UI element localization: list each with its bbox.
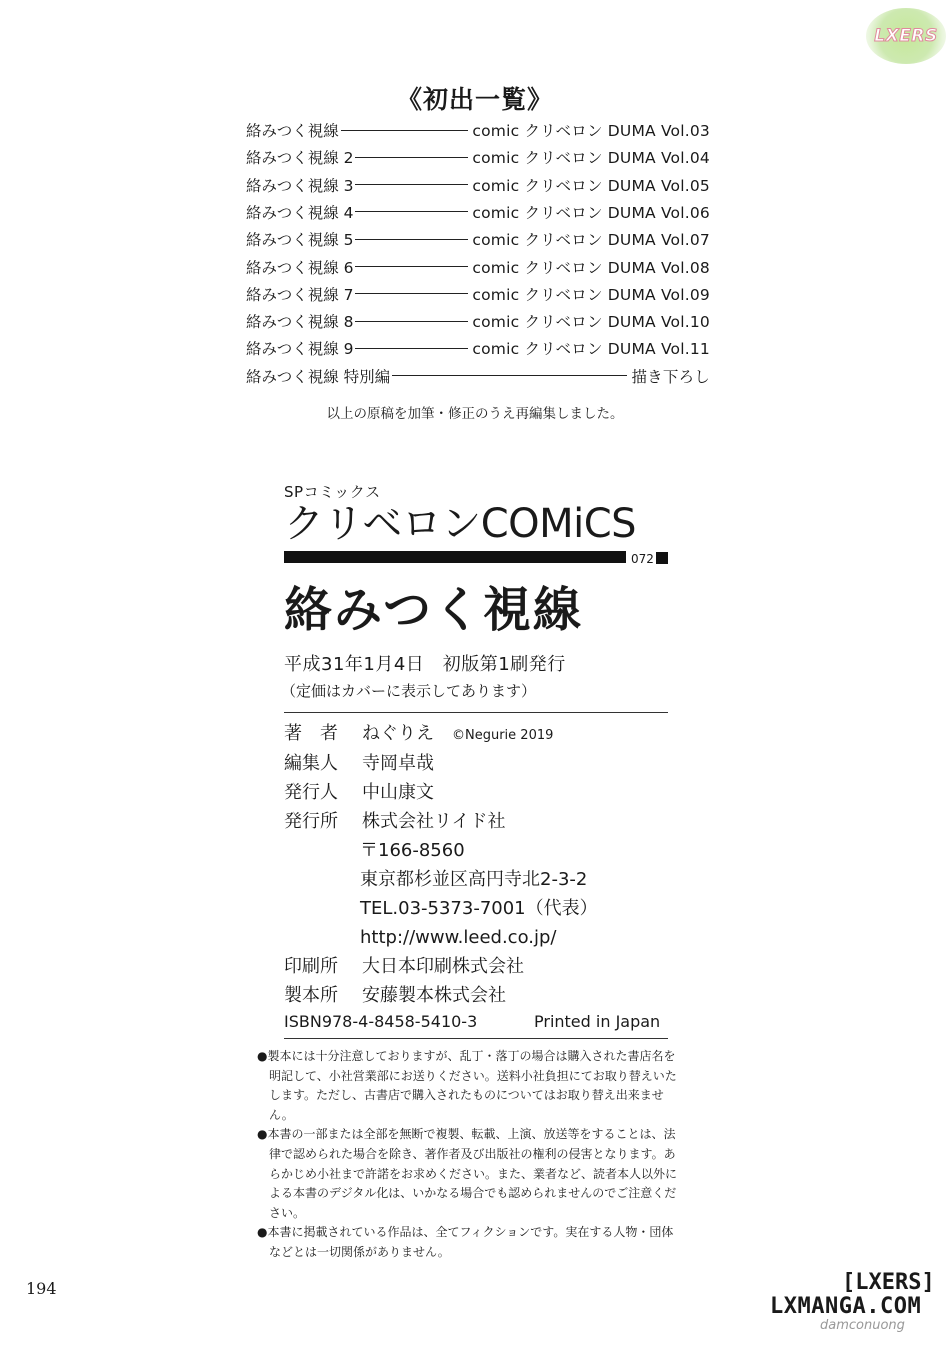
notice-fiction: ●本書に掲載されている作品は、全てフィクションです。実在する人物・団体などとは一切関係がありません。 <box>257 1225 674 1259</box>
story-source: comic クリベロン DUMA Vol.07 <box>472 231 710 250</box>
binder-name: 安藤製本株式会社 <box>362 985 506 1006</box>
leader-line <box>355 348 468 349</box>
story-source: comic クリベロン DUMA Vol.08 <box>472 258 710 277</box>
publisher-name: 株式会社リイド社 <box>362 811 506 832</box>
story-title: 絡みつく視線 5 <box>246 231 354 250</box>
author-name: ねぐりえ <box>362 723 434 744</box>
website-url: http://www.leed.co.jp/ <box>360 927 557 948</box>
story-source: comic クリベロン DUMA Vol.05 <box>472 176 710 195</box>
leader-line <box>355 184 468 185</box>
story-title: 絡みつく視線 特別編 <box>246 367 391 386</box>
author-key: 著 者 <box>284 723 338 744</box>
story-title: 絡みつく視線 3 <box>246 176 354 195</box>
series-number: 072 <box>631 552 654 566</box>
story-source: comic クリベロン DUMA Vol.06 <box>472 203 710 222</box>
first-appearance-row <box>246 310 710 332</box>
story-title: 絡みつく視線 4 <box>246 203 354 222</box>
first-appearance-row <box>246 174 710 196</box>
watermark-bracket: [LXERS] <box>842 1270 935 1295</box>
book-title: 絡みつく視線 <box>284 582 584 638</box>
watermark-site: LXMANGA.COM <box>770 1294 922 1319</box>
printer-name: 大日本印刷株式会社 <box>362 956 524 977</box>
issuer-name: 中山康文 <box>362 782 434 803</box>
leader-line <box>355 266 468 267</box>
postal-code: 〒166-8560 <box>360 840 465 861</box>
leader-line <box>341 130 469 131</box>
binder-key: 製本所 <box>284 985 338 1006</box>
copyright: ©Negurie 2019 <box>452 728 554 743</box>
imprint-name: SPコミックス <box>284 483 381 501</box>
divider-top <box>284 712 668 713</box>
publication-date: 平成31年1月4日 初版第1刷発行 <box>284 654 566 675</box>
lxers-logo <box>866 8 946 64</box>
label-name: クリベロンCOMiCS <box>284 501 637 547</box>
divider-bottom <box>284 1038 668 1039</box>
first-appearance-row <box>246 337 710 359</box>
watermark-faint: damconuong <box>820 1318 905 1333</box>
story-title: 絡みつく視線 8 <box>246 313 354 332</box>
story-source: comic クリベロン DUMA Vol.10 <box>472 313 710 332</box>
binder-row <box>284 984 506 1008</box>
first-appearance-row <box>246 146 710 168</box>
first-appearance-row <box>246 228 710 250</box>
leader-line <box>355 321 468 322</box>
leader-line <box>355 157 468 158</box>
story-source: comic クリベロン DUMA Vol.09 <box>472 285 710 304</box>
story-title: 絡みつく視線 2 <box>246 149 354 168</box>
address: 東京都杉並区高円寺北2-3-2 <box>360 869 588 890</box>
logo-text: LXERS <box>874 26 938 46</box>
leader-line <box>355 211 468 212</box>
story-source: comic クリベロン DUMA Vol.11 <box>472 340 710 359</box>
story-title: 絡みつく視線 7 <box>246 285 354 304</box>
publisher-key: 発行所 <box>284 811 338 832</box>
page-number: 194 <box>26 1279 57 1298</box>
leader-line <box>355 239 468 240</box>
story-source: 描き下ろし <box>631 367 710 386</box>
story-source: comic クリベロン DUMA Vol.04 <box>472 149 710 168</box>
telephone: TEL.03-5373-7001（代表） <box>360 898 598 919</box>
editor-name: 寺岡卓哉 <box>362 753 434 774</box>
issuer-row <box>284 781 434 805</box>
first-appearance-row <box>246 119 710 141</box>
notice-copyright: ●本書の一部または全部を無断で複製、転載、上演、放送等をすることは、法律で認められた場合を除き、著作者及び出版社の権利の侵害となります。あらかじめ小社まで許諾をお求めください。また、業者など、読者本人以外による本書のデジタル化は、いかなる場合でも認められませんのでご注意ください。 <box>257 1127 678 1220</box>
first-appearance-row <box>246 365 710 387</box>
story-title: 絡みつく視線 6 <box>246 258 354 277</box>
issuer-key: 発行人 <box>284 782 338 803</box>
editor-key: 編集人 <box>284 753 338 774</box>
label-bar <box>284 551 626 563</box>
printed-in: Printed in Japan <box>534 1012 661 1031</box>
first-appearance-row <box>246 283 710 305</box>
notices <box>257 1047 677 1263</box>
leader-line <box>392 375 627 376</box>
author-row <box>284 722 553 746</box>
story-title: 絡みつく視線 9 <box>246 340 354 359</box>
printer-key: 印刷所 <box>284 956 338 977</box>
story-title: 絡みつく視線 <box>246 122 339 140</box>
leader-line <box>355 293 468 294</box>
isbn: ISBN978-4-8458-5410-3 <box>284 1012 478 1031</box>
first-appearance-heading: 《初出一覧》 <box>396 85 553 114</box>
first-appearance-row <box>246 201 710 223</box>
first-appearance-row <box>246 256 710 278</box>
publisher-row <box>284 810 505 834</box>
notice-binding: ●製本には十分注意しておりますが、乱丁・落丁の場合は購入された書店名を明記して、小社営業部にお送りください。送料小社負担にてお取り替えいたします。ただし、古書店で購入されたものについてはお取り替え出来ません。 <box>257 1049 677 1122</box>
printer-row <box>284 955 524 979</box>
reedit-note: 以上の原稿を加筆・修正のうえ再編集しました。 <box>326 406 624 422</box>
story-source: comic クリベロン DUMA Vol.03 <box>472 122 710 140</box>
price-note: （定価はカバーに表示してあります） <box>281 682 537 700</box>
number-square <box>656 552 668 564</box>
editor-row <box>284 752 434 776</box>
